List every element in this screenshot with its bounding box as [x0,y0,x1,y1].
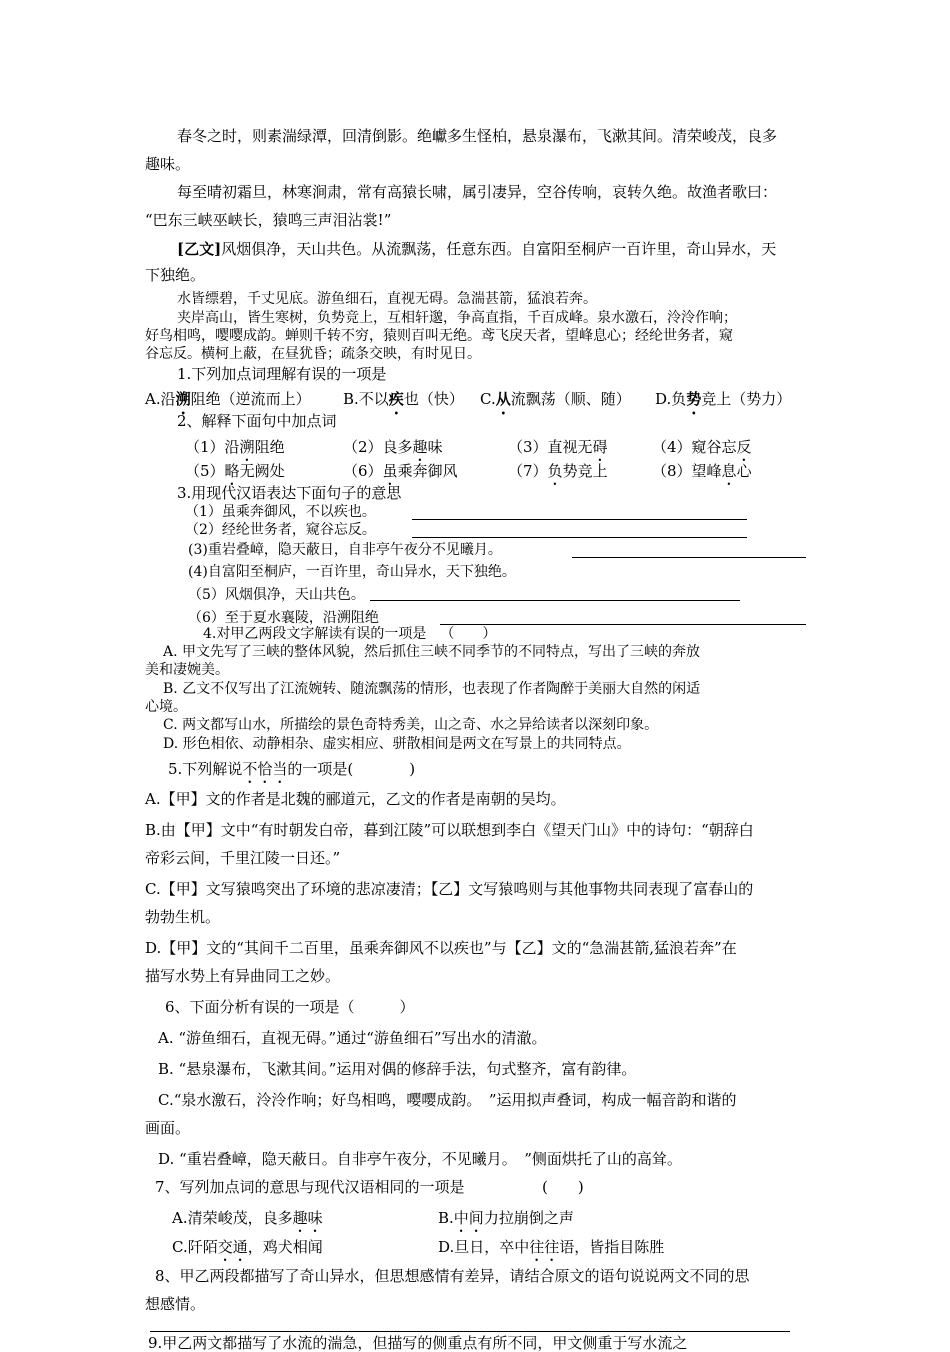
q1-option-d: D.负势竞上（势力） [655,390,792,408]
q8-answer-line[interactable] [150,1331,790,1332]
yi-p3-line2: 好鸟相鸣，嘤嘤成韵。蝉则千转不穷，猿则百叫无绝。鸢飞戾天者，望峰息心；经纶世务者，窥 [145,328,733,344]
q5-option-b-line1: B.由【甲】文中“有时朝发白帝，暮到江陵”可以联想到李白《望天门山》中的诗句：“朝辞白 [145,821,754,839]
q3-item-1: （1）虽乘奔御风，不以疾也。 [185,504,376,520]
q3-answer-line-5[interactable] [370,600,740,601]
q2-item-2: （2）良多趣味 [343,438,443,456]
q4-option-b-line1: B. 乙文不仅写出了江流婉转、随流飘荡的情形，也表现了作者陶醉于美丽大自然的闲适 [163,681,701,697]
q2-item-1: （1）沿溯阻绝 [185,438,285,456]
q8-line1: 8、甲乙两段都描写了奇山异水，但思想感情有差异，请结合原文的语句说说两文不同的思 [155,1267,750,1285]
q3-answer-line-3[interactable] [572,557,806,558]
q6-option-c-line2: 画面。 [145,1119,191,1137]
jia-p4-line1: 每至晴初霜旦，林寒涧肃，常有高猿长啸，属引凄异，空谷传响，哀转久绝。故渔者歌曰： [177,183,778,201]
q6-option-c-line1: C.“泉水激石，泠泠作响；好鸟相鸣，嘤嘤成韵。 ”运用拟声叠词，构成一幅音韵和谐的 [158,1091,737,1109]
jia-p3-line2: 趣味。 [145,155,191,173]
q4-stem: 4.对甲乙两段文字解读有误的一项是 （ ） [203,626,497,642]
q2-item-3: （3）直视无碍 [508,438,608,456]
q1-stem: 1.下列加点词理解有误的一项是 [177,365,387,383]
q3-answer-line-6[interactable] [440,624,806,625]
q7-stem: 7、写列加点词的意思与现代汉语相同的一项是 [155,1178,465,1196]
jia-p4-line2: “巴东三峡巫峡长，猿鸣三声泪沾裳!” [145,211,392,229]
q6-stem: 6、下面分析有误的一项是（ ） [165,998,415,1016]
q3-item-6: （6）至于夏水襄陵，沿溯阻绝 [188,610,379,626]
jia-p3-line1: 春冬之时，则素湍绿潭，回清倒影。绝巘多生怪柏，悬泉瀑布，飞漱其间。清荣峻茂，良多 [177,127,778,145]
q3-item-4: (4)自富阳至桐庐，一百许里，奇山异水，天下独绝。 [188,564,516,580]
q3-item-5: （5）风烟俱净，天山共色。 [188,587,365,603]
q7-option-d: D.旦日，卒中往往语，皆指目陈胜 [438,1238,665,1256]
yi-p3-line1: 夹岸高山，皆生寒树，负势竞上，互相轩邈，争高直指，千百成峰。泉水激石，泠泠作响； [177,310,737,326]
yi-p1-text: 风烟俱净，天山共色。从流飘荡，任意东西。自富阳至桐庐一百许里，奇山异水，天 [221,240,777,258]
q9-line1: 9.甲乙两文都描写了水流的湍急，但描写的侧重点有所不同，甲文侧重于写水流之 [148,1334,688,1352]
q3-stem: 3.用现代汉语表达下面句子的意思 [177,484,402,502]
q1-option-a: A.沿溯阻绝（逆流而上） [145,390,311,408]
q7-option-b: B.中间力拉崩倒之声 [438,1209,574,1227]
q7-option-c: C.阡陌交通，鸡犬相闻 [172,1238,323,1256]
q3-item-3: (3)重岩叠嶂，隐天蔽日，自非亭午夜分不见曦月。 [188,542,502,558]
q5-option-d-line2: 描写水势上有异曲同工之妙。 [145,967,341,985]
q2-item-8: （8）望峰息心 [652,462,752,480]
q6-option-d: D. “重岩叠嶂，隐天蔽日。自非亭午夜分，不见曦月。 ”侧面烘托了山的高耸。 [158,1150,682,1168]
q5-option-c-line2: 勃勃生机。 [145,908,221,926]
q8-line2: 想感情。 [145,1295,206,1313]
q3-answer-line-1[interactable] [412,519,747,520]
q6-option-b: B. “悬泉瀑布，飞漱其间。”运用对偶的修辞手法，句式整齐，富有韵律。 [158,1060,637,1078]
q5-option-d-line1: D.【甲】文的“其间千二百里，虽乘奔御风不以疾也”与【乙】文的“急湍甚箭,猛浪若奔”在 [145,939,737,957]
q5-stem: 5.下列解说不恰当的一项是( ) [168,760,416,778]
q2-item-6: （6）虽乘奔御风 [343,462,458,480]
q5-option-c-line1: C.【甲】文写猿鸣突出了环境的悲凉凄清；【乙】文写猿鸣则与其他事物共同表现了富春山的 [145,880,754,898]
yi-p3-line3: 谷忘反。横柯上蔽，在昼犹昏；疏条交映，有时见日。 [145,346,481,362]
yi-p1-line2: 下独绝。 [145,266,206,284]
q4-option-d: D. 形色相依、动静相杂、虚实相应、骈散相间是两文在写景上的共同特点。 [163,736,631,752]
q4-option-a-line1: A. 甲文先写了三峡的整体风貌，然后抓住三峡不同季节的不同特点，写出了三峡的奔放 [163,644,701,660]
q4-option-b-line2: 心境。 [145,699,187,715]
q1-option-c: C.从流飘荡（顺、随） [480,390,631,408]
q2-item-4: （4）窥谷忘反 [652,438,752,456]
yi-label: [乙文] [177,240,222,258]
q5-option-a: A.【甲】文的作者是北魏的郦道元，乙文的作者是南朝的吴均。 [145,790,566,808]
q5-option-b-line2: 帝彩云间，千里江陵一日还。” [145,849,341,867]
yi-p2: 水皆缥碧，千丈见底。游鱼细石，直视无碍。急湍甚箭，猛浪若奔。 [177,291,597,307]
q2-item-7: （7）负势竞上 [508,462,608,480]
q3-answer-line-2[interactable] [412,537,747,538]
q7-paren: ( ) [542,1178,584,1196]
q4-option-a-line2: 美和凄婉美。 [145,662,229,678]
q2-item-5: （5）略无阙处 [185,462,285,480]
q6-option-a: A. “游鱼细石，直视无碍。”通过“游鱼细石”写出水的清澈。 [158,1029,547,1047]
yi-p1-line1 [177,242,776,257]
q7-option-a: A.清荣峻茂，良多趣味 [172,1209,323,1227]
q2-stem: 2、解释下面句中加点词 [177,412,337,430]
q1-option-b: B.不以疾也（快） [343,390,464,408]
q3-item-2: （2）经纶世务者，窥谷忘反。 [185,522,376,538]
q4-option-c: C. 两文都写山水，所描绘的景色奇特秀美，山之奇、水之异给读者以深刻印象。 [163,717,659,733]
